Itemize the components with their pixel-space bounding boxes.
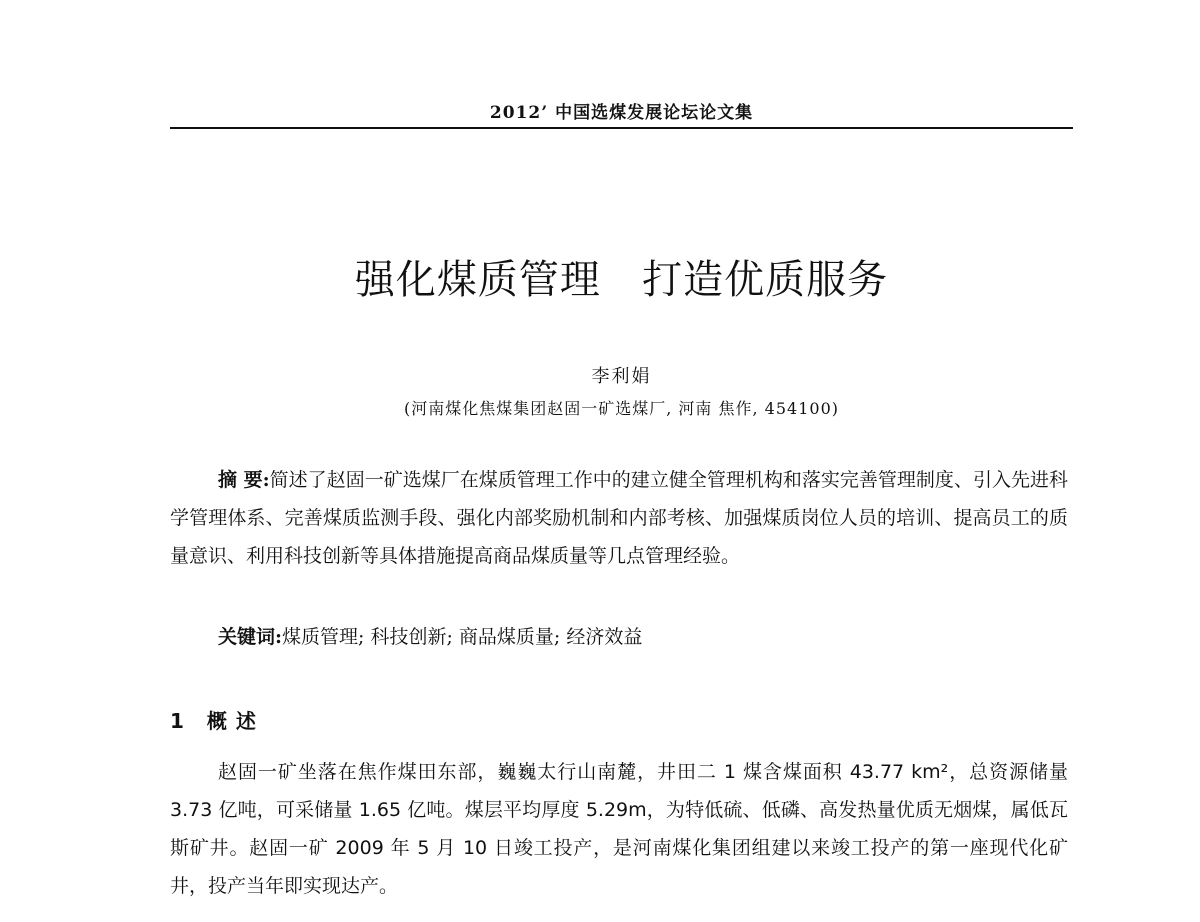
section-number: 1 [170, 709, 185, 733]
section-title: 概 述 [206, 709, 257, 733]
running-header: 2012’ 中国选煤发展论坛论文集 [489, 103, 754, 123]
body-paragraph: 赵固一矿坐落在焦作煤田东部，巍巍太行山南麓，井田二 1 煤含煤面积 43.77 km²，总资源储量 3.73 亿吨，可采储量 1.65 亿吨。煤层平均厚度 5.29m，为特低硫、低磷、高发热量优质无烟煤，属低瓦斯矿井。赵固一矿 2009 年 5 月 10 日竣工投产，是河南煤化集团组建以来竣工投产的第一座现代化矿井，投产当年即实现达产。 [170, 761, 1068, 897]
keywords-text: 煤质管理; 科技创新; 商品煤质量; 经济效益 [282, 626, 643, 648]
keywords-label: 关键词: [218, 626, 283, 648]
section-heading [170, 705, 257, 734]
abstract [170, 461, 1068, 575]
keywords [170, 618, 1068, 656]
author-affiliation: (河南煤化焦煤集团赵固一矿选煤厂, 河南 焦作, 454100) [404, 399, 839, 418]
abstract-text: 简述了赵固一矿选煤厂在煤质管理工作中的建立健全管理机构和落实完善管理制度、引入先进科学管理体系、完善煤质监测手段、强化内部奖励机制和内部考核、加强煤质岗位人员的培训、提高员工的质量意识、利用科技创新等具体措施提高商品煤质量等几点管理经验。 [170, 469, 1068, 567]
author-name: 李利娟 [591, 366, 652, 387]
header-rule [170, 127, 1073, 129]
paper-title: 强化煤质管理 打造优质服务 [354, 257, 889, 303]
abstract-label: 摘 要: [218, 469, 270, 491]
